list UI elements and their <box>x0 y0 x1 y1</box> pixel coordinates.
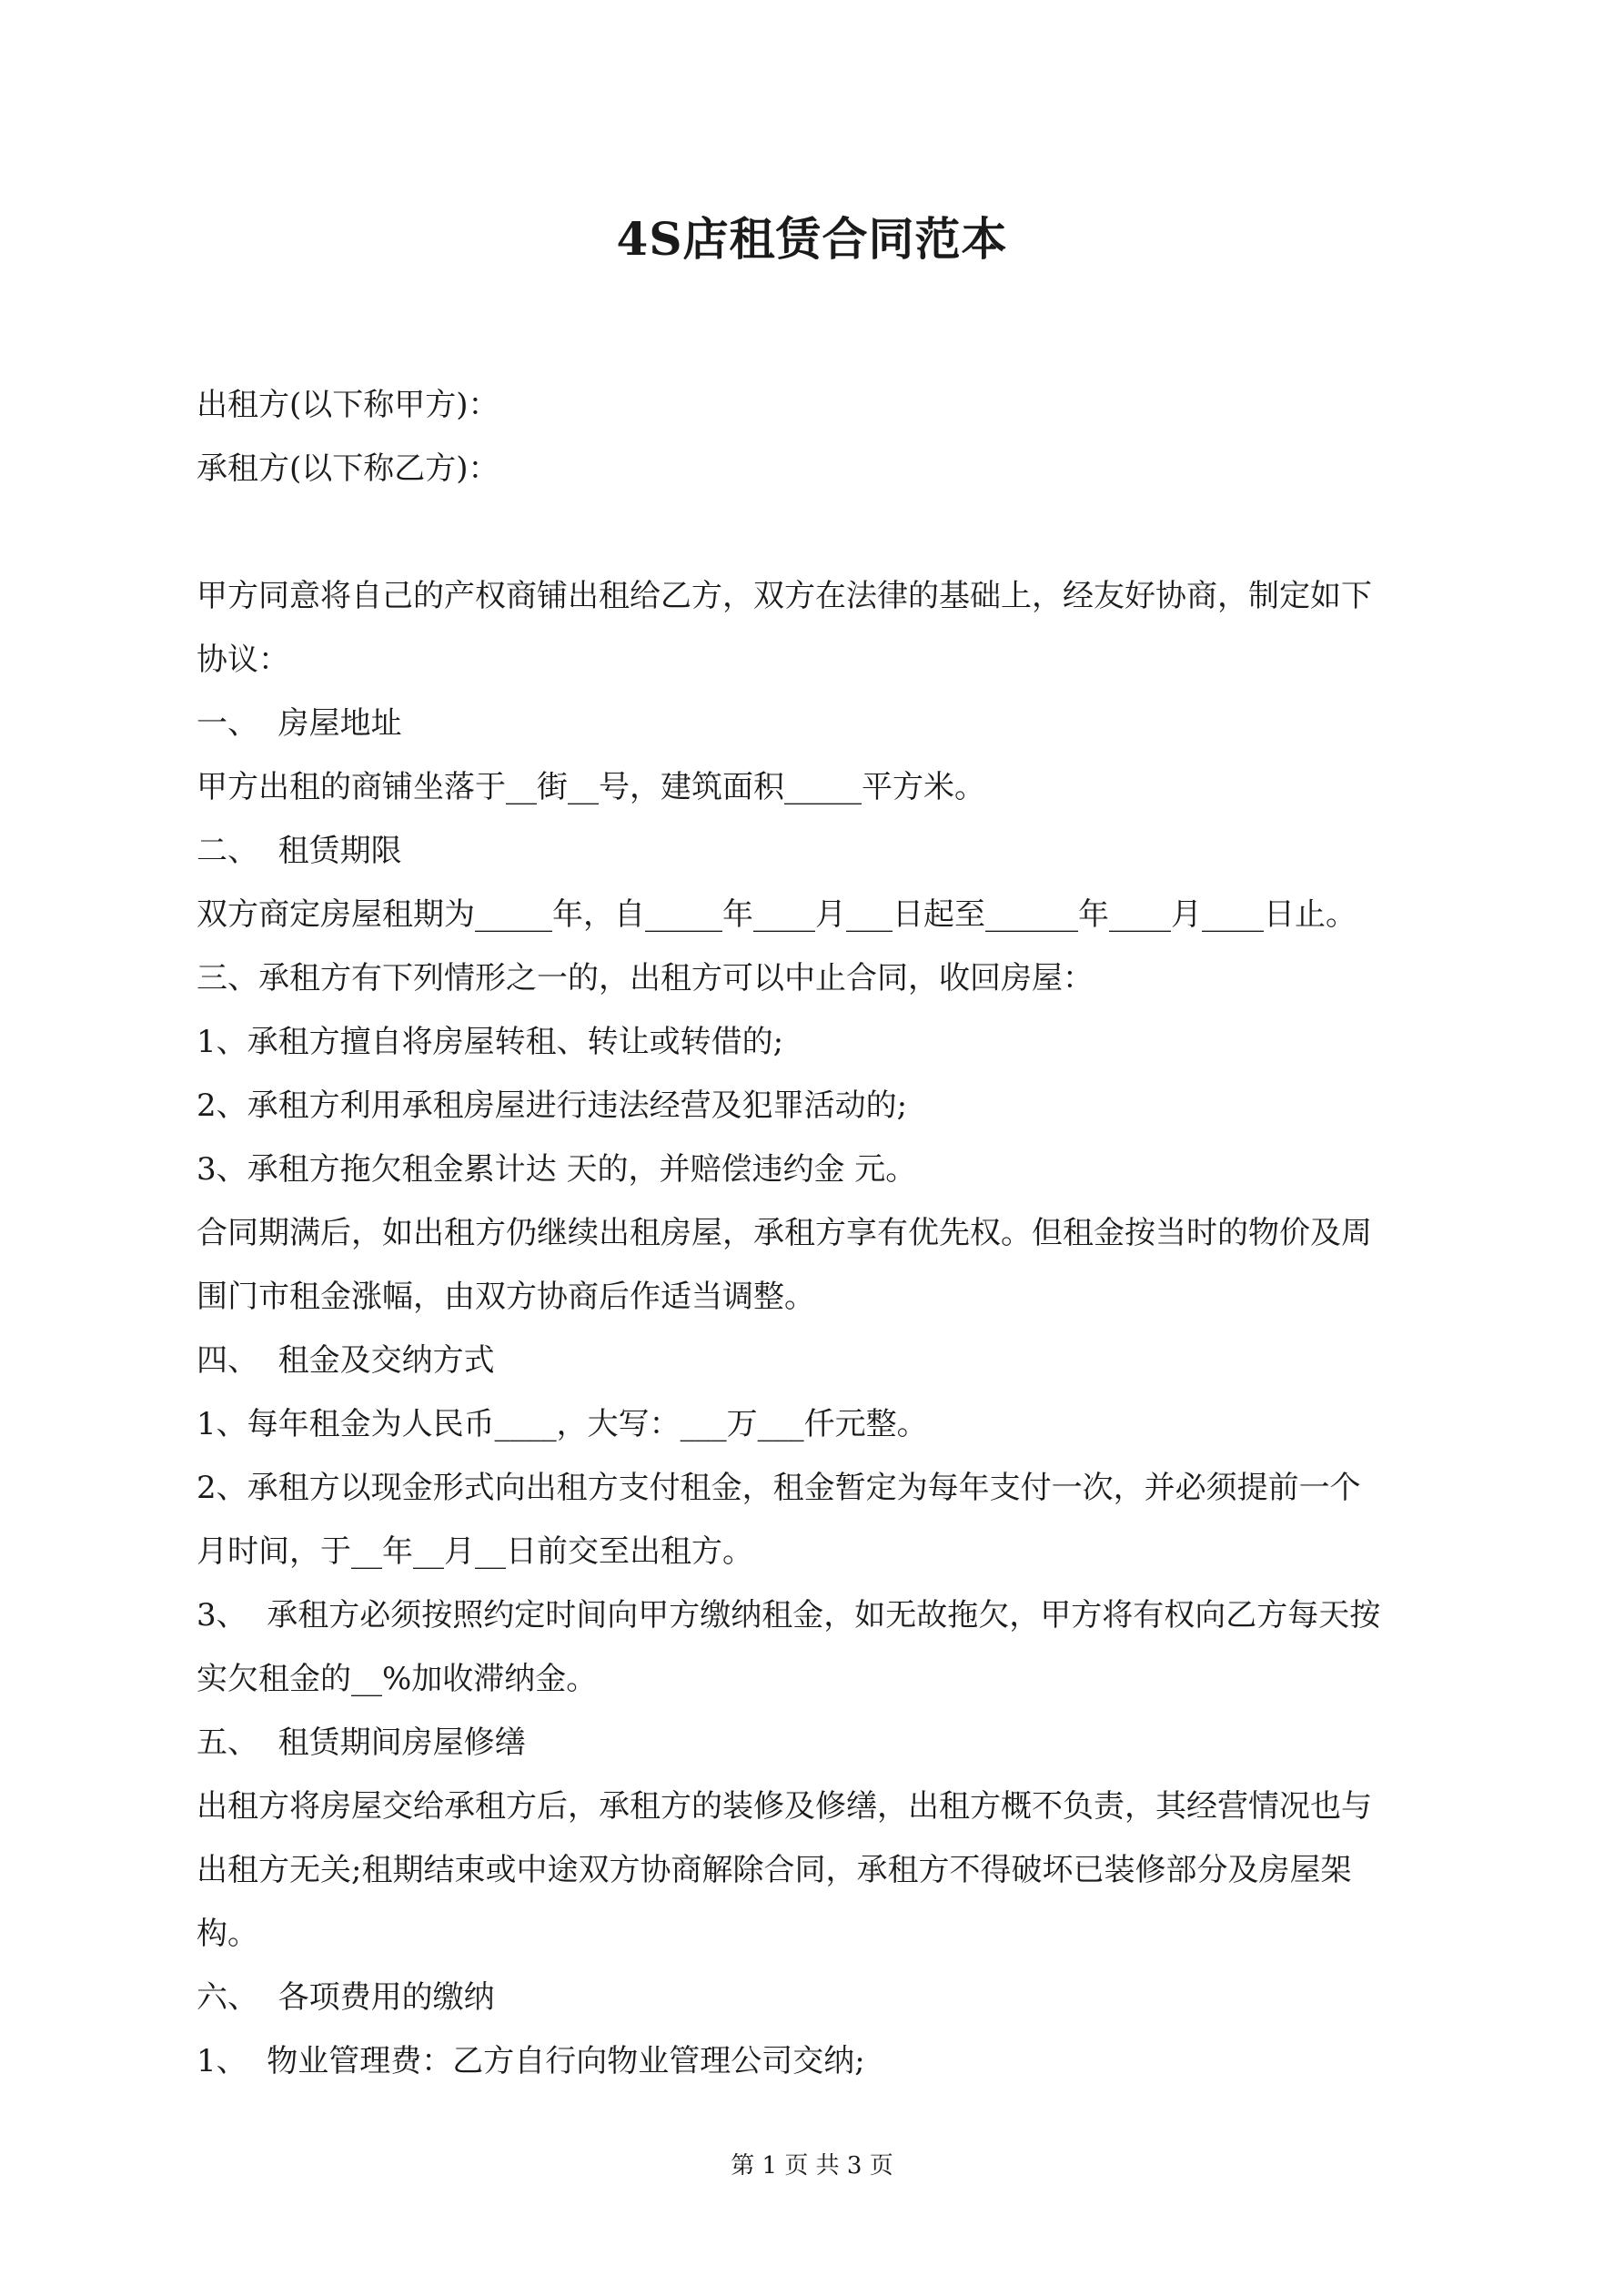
paragraph-line: 月时间，于__年__月__日前交至出租方。 <box>197 1533 753 1570</box>
section-heading: 一、 房屋地址 <box>197 705 402 742</box>
list-item: 1、每年租金为人民币____，大写：___万___仟元整。 <box>197 1406 928 1442</box>
list-item: 3、承租方拖欠租金累计达 天的，并赔偿违约金 元。 <box>197 1151 917 1188</box>
lessor-line: 出租方(以下称甲方)： <box>197 387 499 423</box>
paragraph-line: 出租方将房屋交给承租方后，承租方的装修及修缮，出租方概不负责，其经营情况也与 <box>197 1788 1372 1825</box>
list-item: 2、承租方利用承租房屋进行违法经营及犯罪活动的; <box>197 1087 908 1124</box>
section-heading: 三、承租方有下列情形之一的，出租方可以中止合同，收回房屋： <box>197 960 1094 996</box>
list-item: 1、 物业管理费：乙方自行向物业管理公司交纳; <box>197 2043 865 2079</box>
paragraph-line: 合同期满后，如出租方仍继续出租房屋，承租方享有优先权。但租金按当时的物价及周 <box>197 1215 1372 1251</box>
blank-gap <box>197 501 1452 564</box>
list-item: 1、承租方擅自将房屋转租、转让或转借的; <box>197 1024 784 1060</box>
paragraph-line: 甲方同意将自己的产权商铺出租给乙方，双方在法律的基础上，经友好协商，制定如下 <box>197 578 1372 614</box>
document-body <box>197 373 1452 2093</box>
page-footer: 第 1 页 共 3 页 <box>731 2152 893 2180</box>
paragraph-line: 甲方出租的商铺坐落于__街__号，建筑面积_____平方米。 <box>197 769 985 805</box>
list-item: 3、 承租方必须按照约定时间向甲方缴纳租金，如无故拖欠，甲方将有权向乙方每天按 <box>197 1597 1381 1633</box>
lessee-line: 承租方(以下称乙方)： <box>197 450 499 487</box>
paragraph-line: 双方商定房屋租期为_____年，自_____年____月___日起至______年____月____日止。 <box>197 896 1357 933</box>
section-heading: 四、 租金及交纳方式 <box>197 1342 495 1379</box>
section-heading: 五、 租赁期间房屋修缮 <box>197 1725 526 1761</box>
paragraph-line: 围门市租金涨幅，由双方协商后作适当调整。 <box>197 1279 815 1315</box>
section-heading: 六、 各项费用的缴纳 <box>197 1979 495 2016</box>
paragraph-line: 实欠租金的__%加收滞纳金。 <box>197 1661 598 1697</box>
paragraph-line: 构。 <box>197 1916 258 1952</box>
section-heading: 二、 租赁期限 <box>197 833 402 869</box>
document-title: 4S店租赁合同范本 <box>616 212 1008 266</box>
paragraph-line: 出租方无关;租期结束或中途双方协商解除合同，承租方不得破坏已装修部分及房屋架 <box>197 1852 1352 1888</box>
paragraph-line: 协议： <box>197 642 289 678</box>
list-item: 2、承租方以现金形式向出租方支付租金，租金暂定为每年支付一次，并必须提前一个 <box>197 1470 1361 1506</box>
